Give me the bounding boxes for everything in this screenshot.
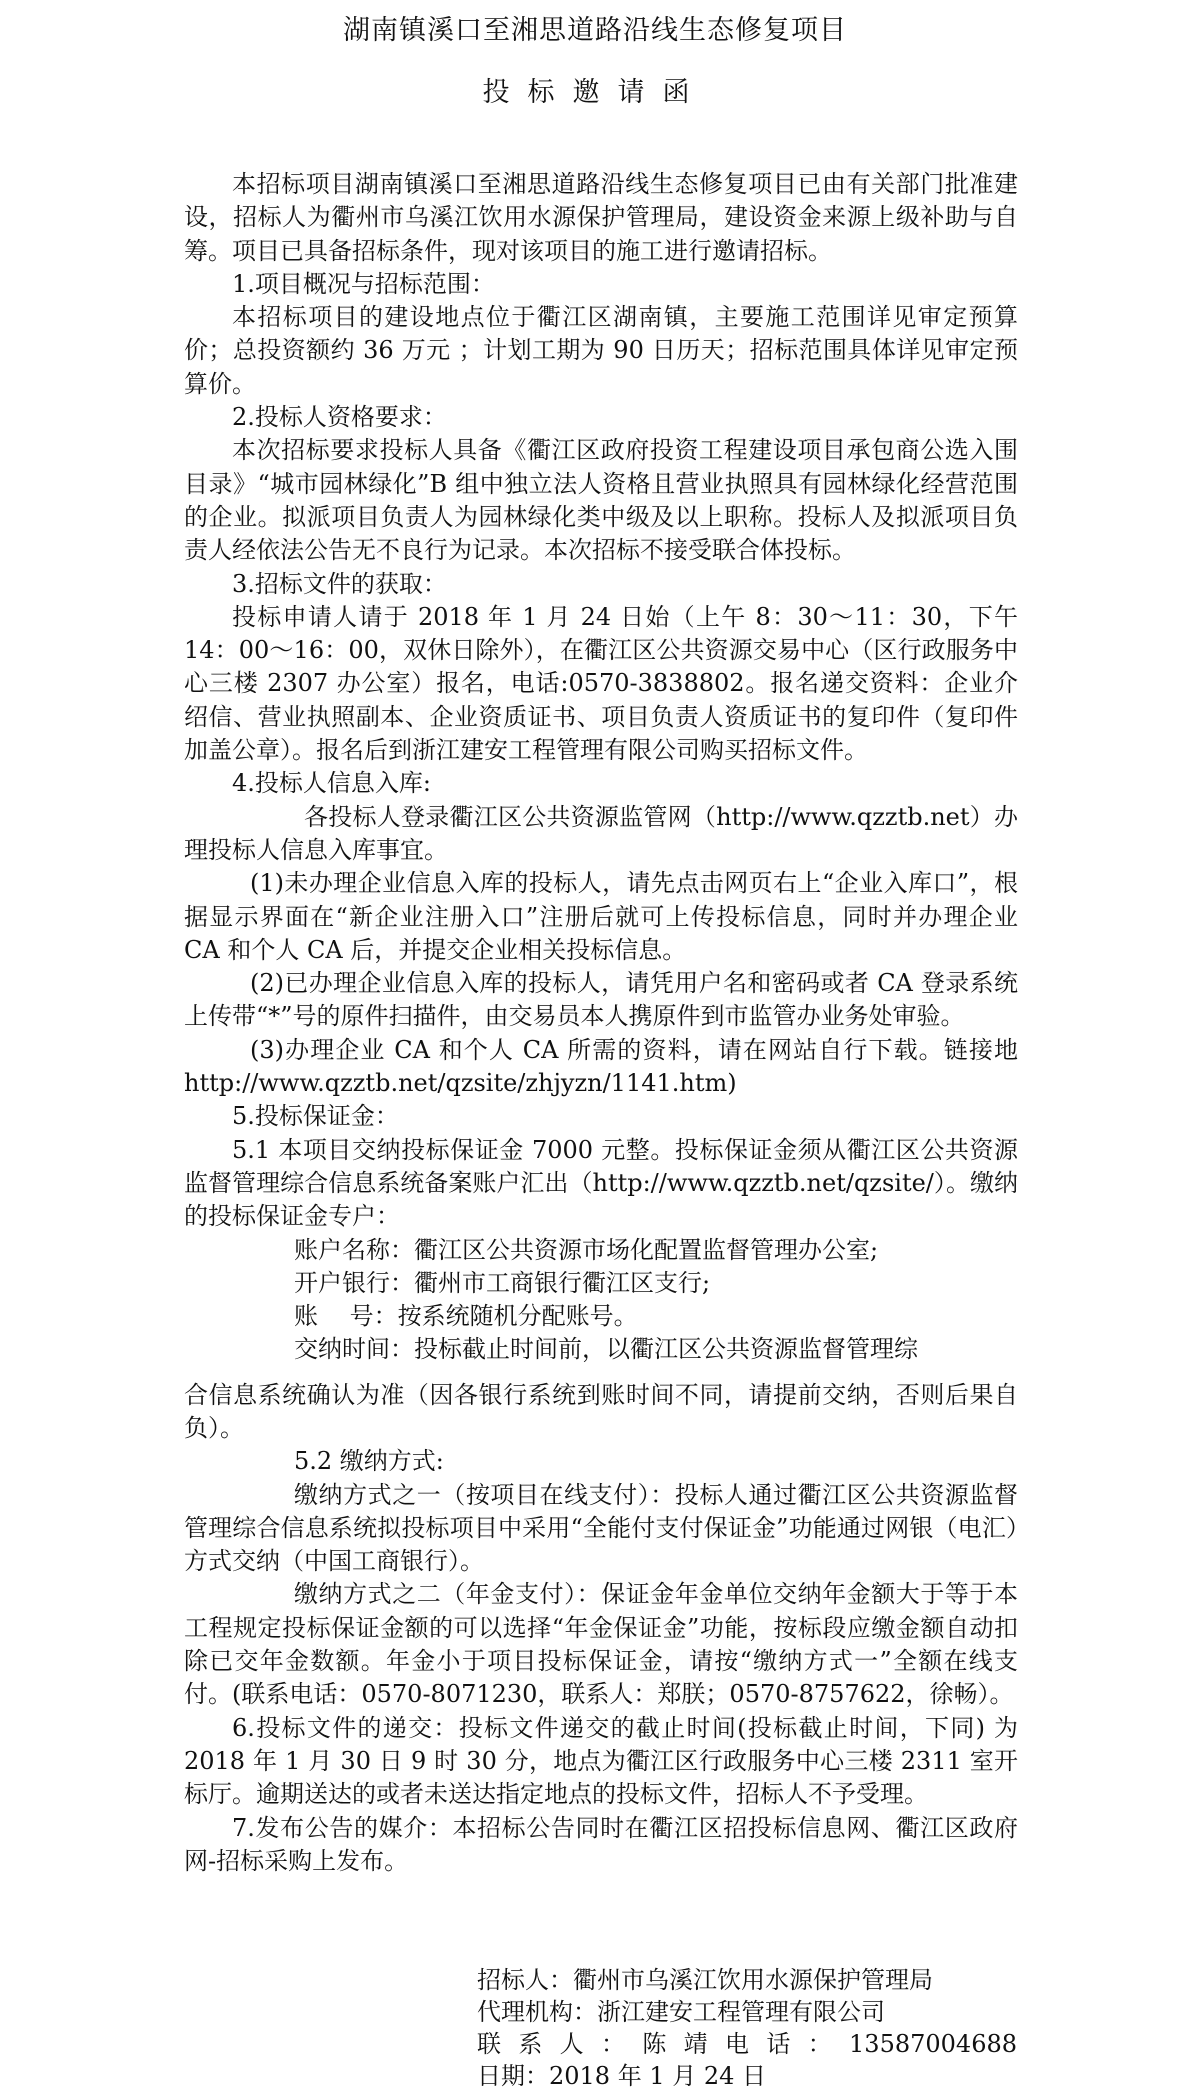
- section-heading-5: 5.投标保证金：: [232, 1102, 399, 1131]
- project-overview-paragraph: 本招标项目的建设地点位于衢江区湖南镇，主要施工范围详见审定预算价；总投资额约 36 万元 ；计划工期为 90 日历天；招标范围具体详见审定预算价。: [184, 303, 1018, 398]
- payment-method-1: 缴纳方式之一（按项目在线支付）：投标人通过衢江区公共资源监督管理综合信息系统拟投标项目中采用“全能付支付保证金”功能通过网银（电汇）方式交纳（中国工商银行）。: [184, 1480, 1018, 1576]
- payment-time: 交纳时间：投标截止时间前，以衢江区公共资源监督管理综: [294, 1335, 918, 1364]
- tenderer-line: 招标人：衢州市乌溪江饮用水源保护管理局: [477, 1966, 933, 1994]
- media-paragraph: 7.发布公告的媒介：本招标公告同时在衢江区招投标信息网、衢江区政府网-招标采购上发布。: [184, 1813, 1018, 1875]
- section-heading-1: 1.项目概况与招标范围：: [232, 269, 495, 298]
- section-heading-3: 3.招标文件的获取：: [232, 569, 447, 598]
- intro-paragraph: 本招标项目湖南镇溪口至湘思道路沿线生态修复项目已由有关部门批准建设，招标人为衢州市乌溪江饮用水源保护管理局，建设资金来源上级补助与自筹。项目已具备招标条件，现对该项目的施工进行邀请招标。: [184, 170, 1018, 265]
- signature-block: [477, 1964, 1017, 2092]
- spacer: [184, 1367, 1018, 1379]
- payment-time-continued: 合信息系统确认为准（因各银行系统到账时间不同，请提前交纳，否则后果自负）。: [184, 1380, 1018, 1442]
- document-acquisition-paragraph: 投标申请人请于 2018 年 1 月 24 日始（上午 8：30～11：30，下午 14：00～16：00，双休日除外），在衢江区公共资源交易中心（区行政服务中心三楼 2307 办公室）报名，电话:0570-3838802。报名递交资料：企业介绍信、营业执照副本、企业资质证书、项目负责人资质证书的复印件（复印件加盖公章）。报名后到浙江建安工程管理有限公司购买招标文件。: [184, 602, 1018, 765]
- payment-method-heading: 5.2 缴纳方式:: [294, 1447, 444, 1476]
- registration-paragraph: 各投标人登录衢江区公共资源监管网（http://www.qzztb.net）办理投标人信息入库事宜。: [184, 802, 1018, 864]
- agency-line: 代理机构：浙江建安工程管理有限公司: [477, 1998, 885, 2026]
- submission-paragraph: 6.投标文件的递交：投标文件递交的截止时间(投标截止时间，下同) 为 2018 年 1 月 30 日 9 时 30 分，地点为衢江区行政服务中心三楼 2311 室开标厅。逾期送达的或者未送达指定地点的投标文件，招标人不予受理。: [184, 1713, 1018, 1809]
- document-title: 湖南镇溪口至湘思道路沿线生态修复项目: [343, 15, 847, 46]
- account-name: 账户名称：衢江区公共资源市场化配置监督管理办公室;: [294, 1235, 879, 1264]
- deposit-paragraph: 5.1 本项目交纳投标保证金 7000 元整。投标保证金须从衢江区公共资源监督管理综合信息系统备案账户汇出（http://www.qzztb.net/qzsite/）。缴纳的投标保证金专户：: [184, 1135, 1018, 1231]
- registration-item-2: (2)已办理企业信息入库的投标人，请凭用户名和密码或者 CA 登录系统上传带“*”号的原件扫描件，由交易员本人携原件到市监管办业务处审验。: [184, 969, 1018, 1031]
- document-subtitle: 投标邀请函: [482, 77, 708, 108]
- account-number: 账 号：按系统随机分配账号。: [294, 1302, 638, 1331]
- qualification-paragraph: 本次招标要求投标人具备《衢江区政府投资工程建设项目承包商公选入围目录》“城市园林绿化”B 组中独立法人资格且营业执照具有园林绿化经营范围的企业。拟派项目负责人为园林绿化类中级及以上职称。投标人及拟派项目负责人经依法公告无不良行为记录。本次招标不接受联合体投标。: [184, 436, 1018, 565]
- document-body: [184, 168, 1018, 1878]
- contact-line: 联 系 人 ： 陈 靖 电 话 ： 13587004688: [477, 2030, 1017, 2058]
- section-heading-4: 4.投标人信息入库:: [232, 769, 431, 798]
- date-line: 日期：2018 年 1 月 24 日: [477, 2062, 767, 2090]
- registration-item-1: (1)未办理企业信息入库的投标人，请先点击网页右上“企业入库口”，根据显示界面在“新企业注册入口”注册后就可上传投标信息，同时并办理企业 CA 和个人 CA 后，并提交企业相关投标信息。: [184, 869, 1018, 964]
- registration-item-3: (3)办理企业 CA 和个人 CA 所需的资料，请在网站自行下载。链接地 http://www.qzztb.net/qzsite/zhjyzn/1141.htm): [184, 1035, 1018, 1098]
- payment-method-2: 缴纳方式之二（年金支付）：保证金年金单位交纳年金额大于等于本工程规定投标保证金额的可以选择“年金保证金”功能，按标段应缴金额自动扣除已交年金数额。年金小于项目投标保证金，请按“缴纳方式一”全额在线支付。(联系电话：0570-8071230，联系人：郑朕；0570-8757622，徐畅）。: [184, 1580, 1018, 1709]
- section-heading-2: 2.投标人资格要求：: [232, 403, 447, 432]
- account-bank: 开户银行：衢州市工商银行衢江区支行;: [294, 1268, 711, 1297]
